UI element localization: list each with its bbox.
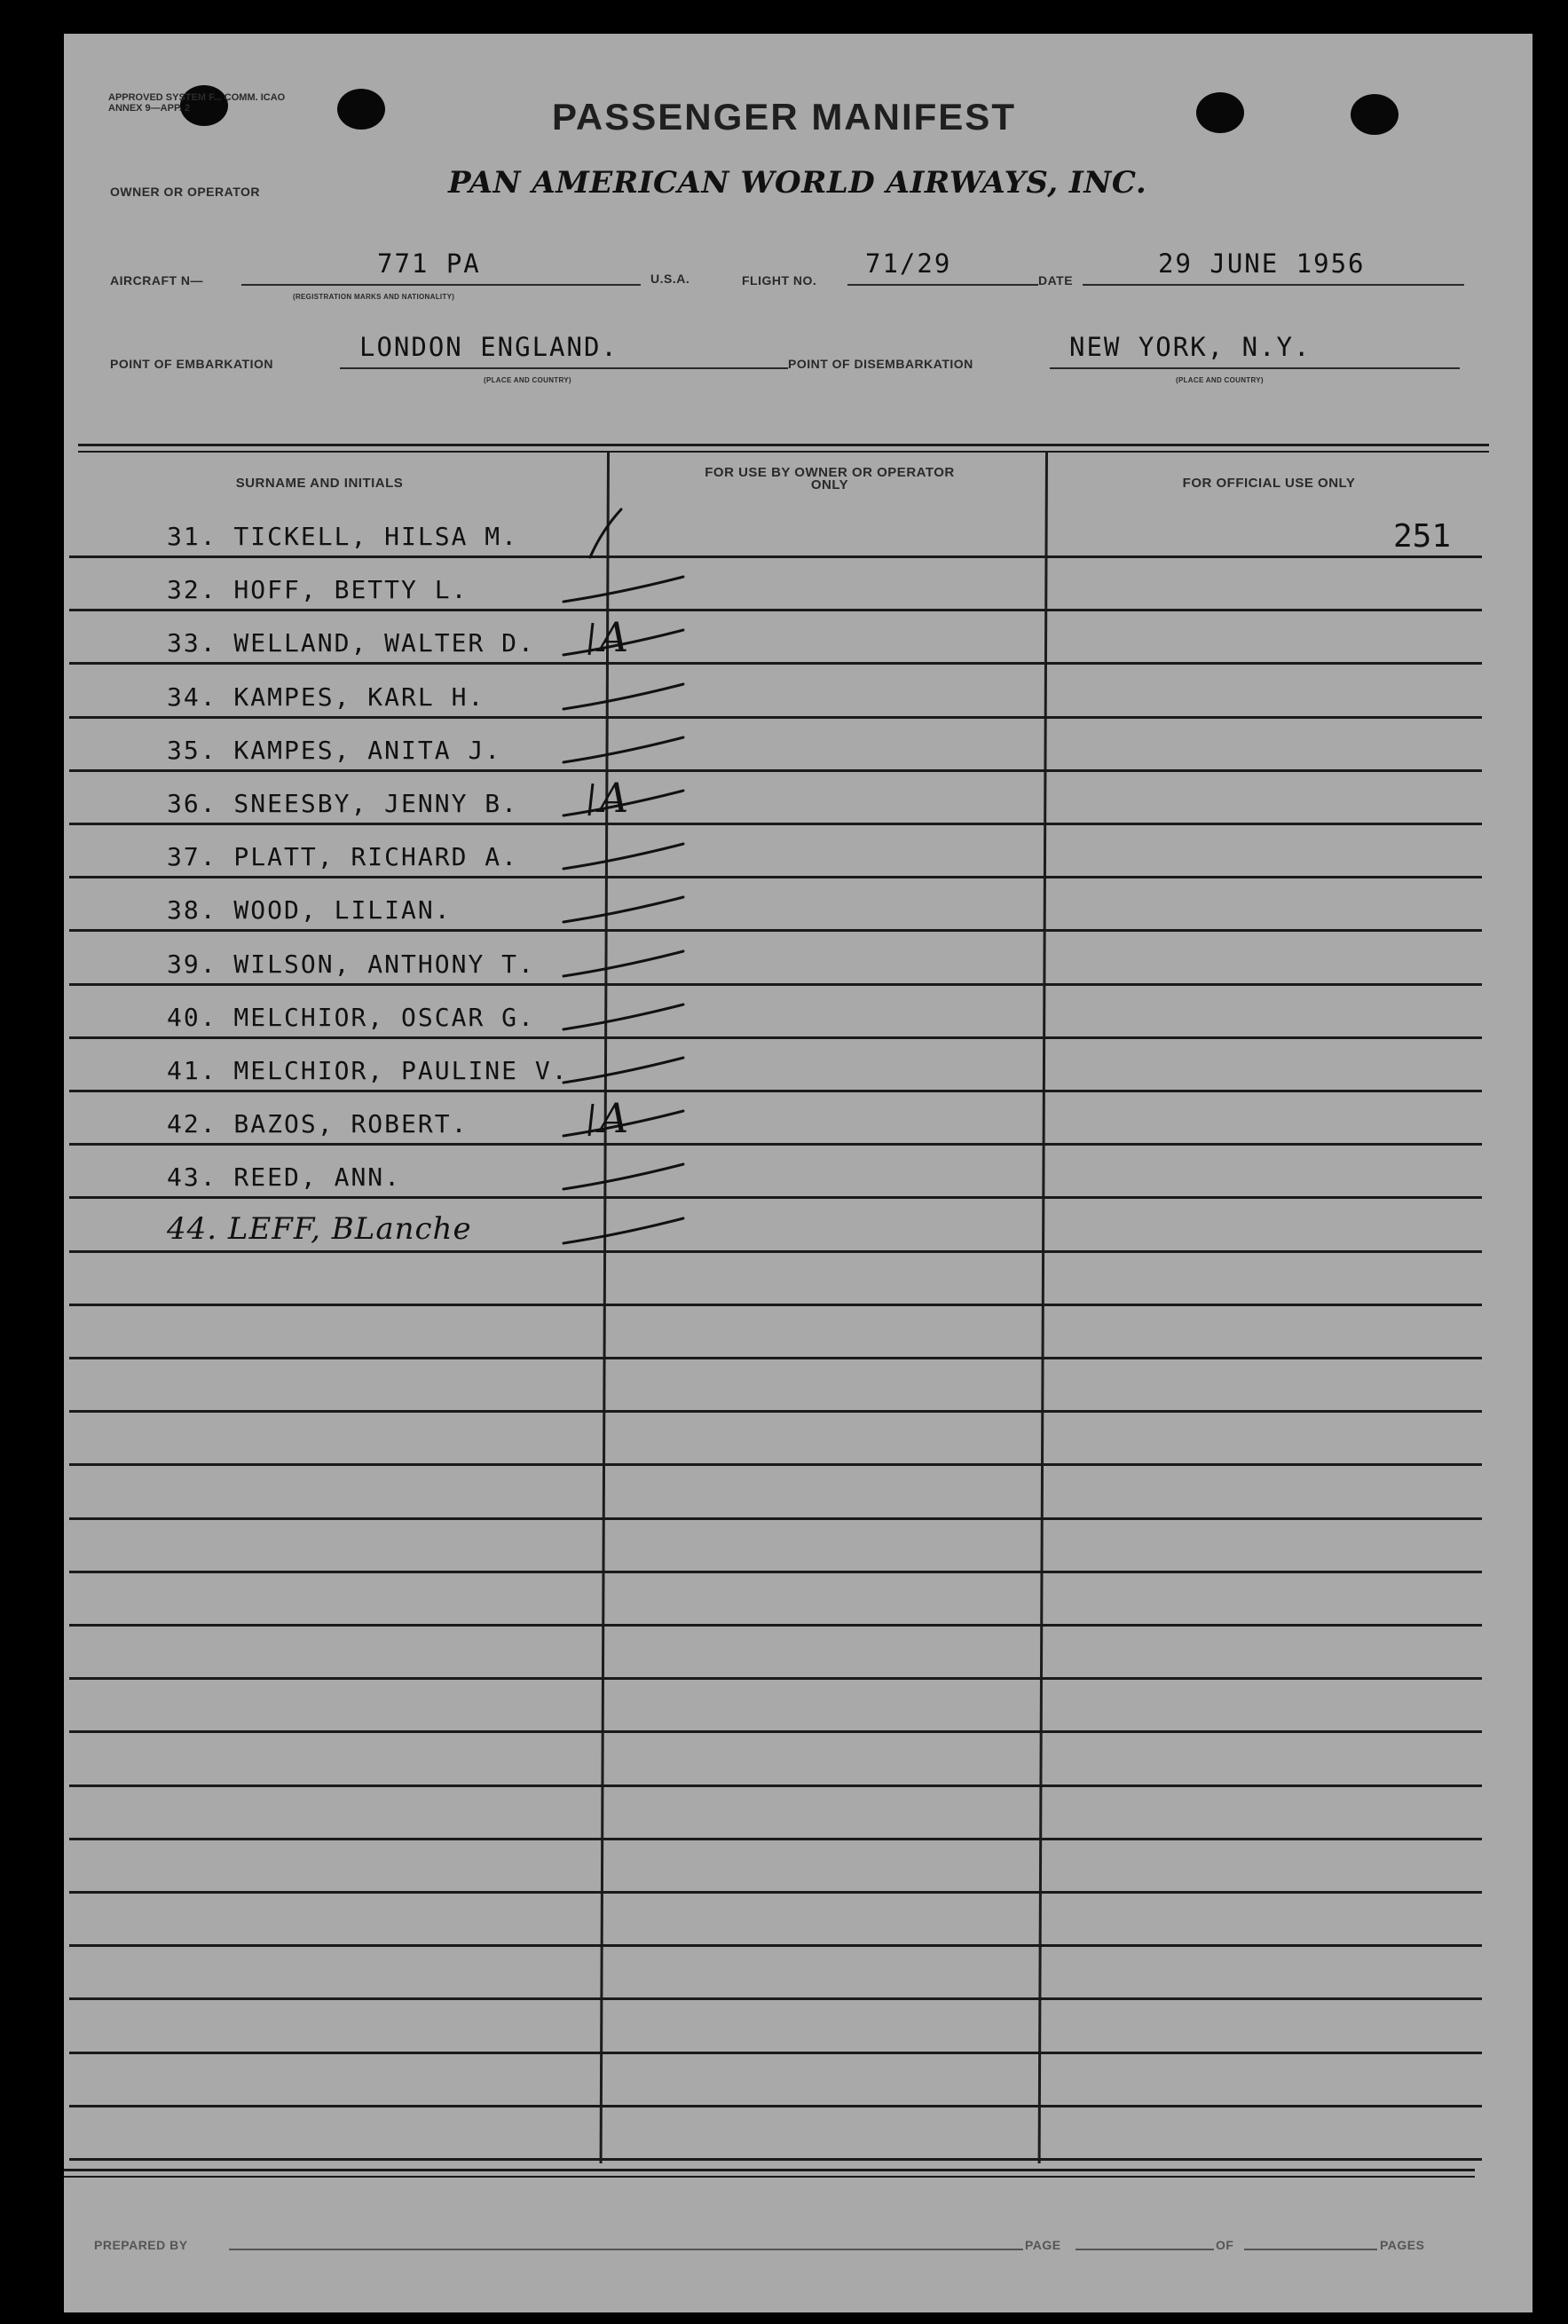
table-row-line [69, 1730, 1482, 1733]
table-bottom-rule [64, 2169, 1475, 2171]
official-use-number: 251 [1393, 518, 1452, 555]
of-underline [1244, 2249, 1377, 2250]
column-header-owner-use: FOR USE BY OWNER OR OPERATOR ONLY [705, 465, 955, 492]
passenger-entry [167, 1003, 535, 1032]
passenger-entry [167, 628, 535, 658]
passenger-entry [167, 1211, 472, 1247]
owner-value: PAN AMERICAN WORLD AIRWAYS, INC. [448, 165, 1147, 201]
table-row-line [69, 1304, 1482, 1306]
disembarkation-sub: (PLACE AND COUNTRY) [1176, 376, 1264, 384]
pages-label: PAGES [1380, 2238, 1425, 2252]
passenger-name: WELLAND, WALTER D. [217, 628, 535, 658]
passenger-name: SNEESBY, JENNY B. [217, 789, 519, 818]
passenger-number: 33. [167, 628, 217, 658]
passenger-name: BAZOS, ROBERT. [217, 1109, 469, 1138]
passenger-number: 39. [167, 949, 217, 979]
flight-underline [847, 284, 1038, 286]
passenger-entry [167, 736, 501, 765]
passenger-entry [167, 1162, 401, 1192]
passenger-entry [167, 575, 468, 604]
passenger-number: 32. [167, 575, 217, 604]
passenger-number: 43. [167, 1162, 217, 1192]
passenger-number: 36. [167, 789, 217, 818]
column-header-official-use: FOR OFFICIAL USE ONLY [1182, 476, 1356, 491]
table-row-line [69, 555, 1482, 558]
passenger-entry [167, 789, 518, 818]
owner-label: OWNER OR OPERATOR [110, 185, 260, 199]
date-value: 29 JUNE 1956 [1158, 248, 1366, 279]
table-row-line [69, 1250, 1482, 1253]
page-underline [1076, 2249, 1214, 2250]
table-row-line [69, 1891, 1482, 1894]
passenger-name: KAMPES, ANITA J. [217, 736, 502, 765]
check-mark [559, 1199, 692, 1261]
table-row-line [69, 1517, 1482, 1520]
passenger-entry [167, 522, 518, 551]
table-row-line [69, 1090, 1482, 1092]
embarkation-value: LONDON ENGLAND. [359, 332, 619, 362]
table-row-line [69, 716, 1482, 719]
of-label: OF [1216, 2238, 1234, 2252]
passenger-number: 31. [167, 522, 217, 551]
passenger-entry [167, 842, 518, 871]
page-label: PAGE [1025, 2238, 1061, 2252]
passenger-entry [167, 1109, 468, 1138]
table-row-line [69, 769, 1482, 772]
aircraft-label: AIRCRAFT N— [110, 273, 204, 288]
approval-note: APPROVED SYSTEM F... COMM. ICAO ANNEX 9—APP. 2 [108, 92, 286, 114]
passenger-number: 37. [167, 842, 217, 871]
table-row-line [69, 983, 1482, 986]
embarkation-label: POINT OF EMBARKATION [110, 357, 273, 371]
passenger-number: 34. [167, 682, 217, 712]
aircraft-sub: (REGISTRATION MARKS AND NATIONALITY) [293, 293, 455, 301]
passenger-name: PLATT, RICHARD A. [217, 842, 519, 871]
passenger-name: MELCHIOR, PAULINE V. [217, 1056, 569, 1085]
passenger-name: REED, ANN. [217, 1162, 402, 1192]
page-title: PASSENGER MANIFEST [552, 96, 1016, 138]
table-top-rule [78, 444, 1489, 446]
passenger-entry [167, 895, 452, 925]
table-row-line [69, 876, 1482, 878]
date-underline [1083, 284, 1464, 286]
passenger-number: 40. [167, 1003, 217, 1032]
column-header-surname: SURNAME AND INITIALS [235, 476, 404, 491]
table-row-line [69, 1997, 1482, 2000]
passenger-name: HOFF, BETTY L. [217, 575, 469, 604]
table-row-line [69, 2105, 1482, 2107]
passenger-entry [167, 949, 535, 979]
embarkation-sub: (PLACE AND COUNTRY) [484, 376, 571, 384]
table-row-line [69, 1944, 1482, 1947]
disembarkation-label: POINT OF DISEMBARKATION [788, 357, 973, 371]
date-label: DATE [1038, 273, 1074, 288]
passenger-number: 41. [167, 1056, 217, 1085]
passenger-entry [167, 1056, 569, 1085]
table-row-line [69, 1357, 1482, 1359]
passenger-number: 38. [167, 895, 217, 925]
check-mark [559, 1145, 692, 1207]
table-row-line [69, 1677, 1482, 1680]
usa-label: U.S.A. [650, 272, 690, 286]
handwritten-mark: A [599, 1094, 629, 1142]
table-row-line [69, 2052, 1482, 2054]
table-row-line [69, 2158, 1482, 2161]
passenger-name: TICKELL, HILSA M. [217, 522, 519, 551]
disembarkation-value: NEW YORK, N.Y. [1069, 332, 1312, 362]
table-row-line [69, 1571, 1482, 1573]
flight-value: 71/29 [865, 248, 952, 279]
passenger-number: 44. [167, 1211, 218, 1247]
table-row-line [69, 929, 1482, 932]
table-row-line [69, 1410, 1482, 1413]
passenger-number: 35. [167, 736, 217, 765]
passenger-name: WILSON, ANTHONY T. [217, 949, 535, 979]
table-row-line [69, 823, 1482, 825]
passenger-number: 42. [167, 1109, 217, 1138]
disembarkation-underline [1050, 367, 1460, 369]
table-row-line [69, 1143, 1482, 1146]
table-row-line [69, 1463, 1482, 1466]
passenger-entry [167, 682, 485, 712]
table-row-line [69, 1838, 1482, 1840]
passenger-name: LEFF, BLanche [217, 1211, 472, 1247]
aircraft-value: 771 PA [377, 248, 481, 279]
passenger-name: KAMPES, KARL H. [217, 682, 485, 712]
embarkation-underline [340, 367, 788, 369]
table-row-line [69, 1624, 1482, 1627]
flight-label: FLIGHT NO. [742, 273, 817, 288]
table-row-line [69, 662, 1482, 665]
check-mark [559, 611, 692, 673]
table-row-line [69, 1036, 1482, 1039]
handwritten-mark: A [599, 774, 629, 822]
passenger-name: MELCHIOR, OSCAR G. [217, 1003, 535, 1032]
table-row-line [69, 1784, 1482, 1787]
check-mark [559, 878, 692, 940]
table-row-line [69, 1196, 1482, 1199]
prepared-by-underline [229, 2249, 1023, 2250]
passenger-name: WOOD, LILIAN. [217, 895, 452, 925]
table-bottom-rule [64, 2176, 1475, 2178]
table-row-line [69, 609, 1482, 611]
table-top-rule [78, 451, 1489, 453]
handwritten-mark: A [599, 613, 629, 661]
prepared-by-label: PREPARED BY [94, 2238, 188, 2252]
aircraft-underline [241, 284, 641, 286]
